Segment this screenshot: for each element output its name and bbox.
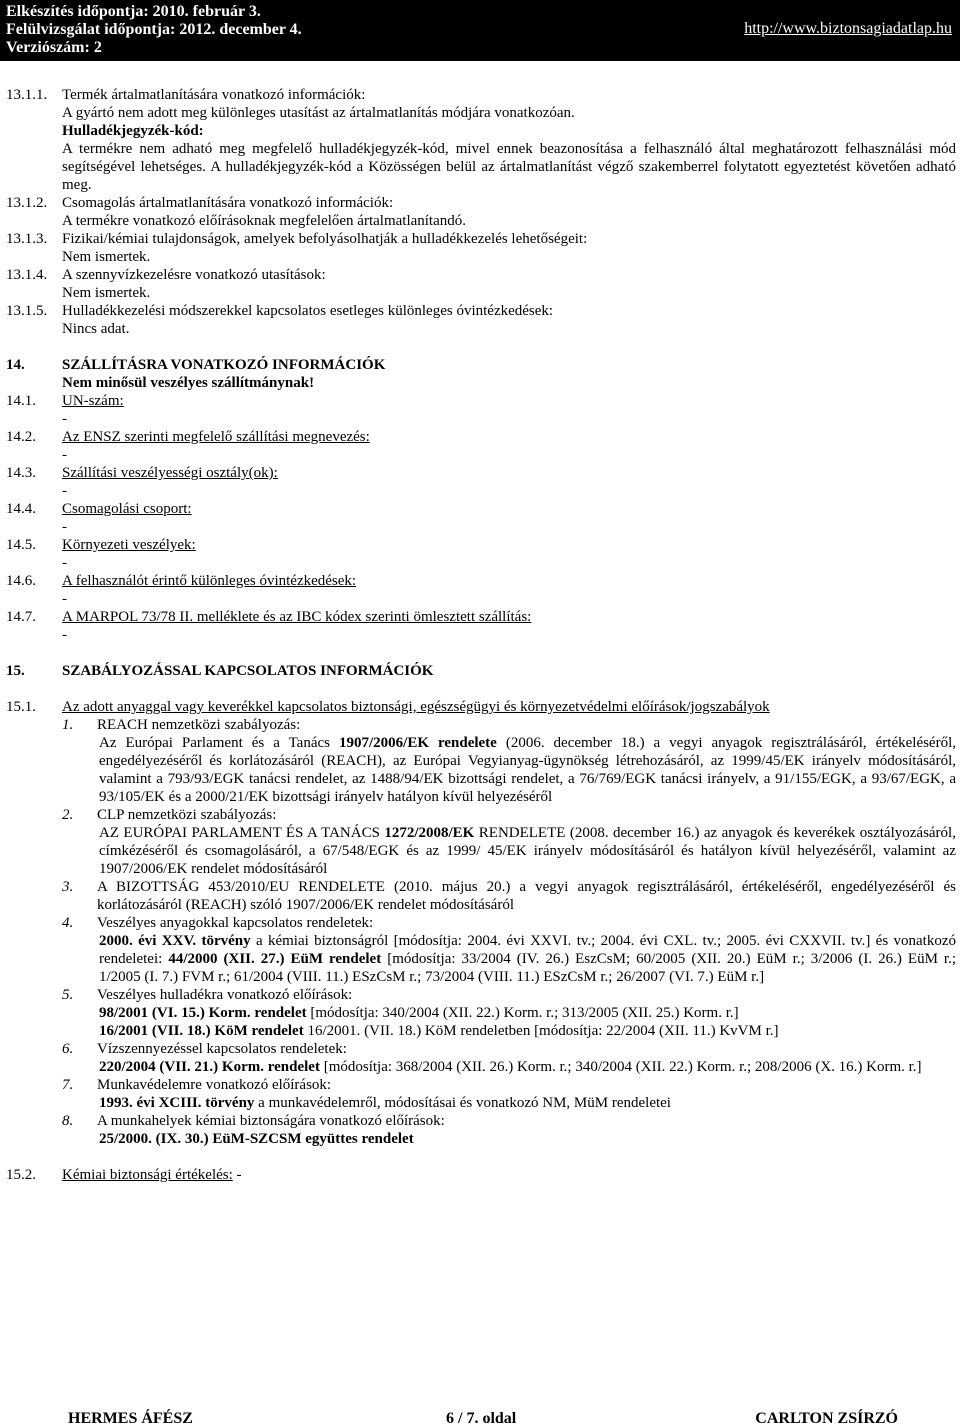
transport-item — [6, 572, 956, 608]
item-value: - — [62, 591, 67, 607]
transport-items — [6, 392, 956, 644]
item-value: - — [62, 447, 67, 463]
transport-item — [6, 392, 956, 428]
section-title: SZÁLLÍTÁSRA VONATKOZÓ INFORMÁCIÓK — [62, 357, 386, 373]
regulation-text: AZ EURÓPAI PARLAMENT ÉS A TANÁCS 1272/2008/EK RENDELETE (2008. december 16.) az anyagok és keverékek osztályozásáról, címkézéséről és csomagolásáról, a 67/548/EGK és az 1999/ 45/EK irányelv módosításáról és hatályon kívül helyezéséről, valamint az 1907/2006/EK rendelet módosításáról — [99, 825, 956, 877]
item-label: A MARPOL 73/78 II. melléklete és az IBC kódex szerinti ömlesztett szállítás: — [62, 609, 532, 625]
item-label: Az ENSZ szerinti megfelelő szállítási megnevezés: — [62, 429, 370, 445]
item-label: A felhasználót érintő különleges óvintézkedések: — [62, 573, 357, 589]
section-14-heading — [6, 356, 956, 392]
footer-product: CARLTON ZSÍRZÓ — [755, 1410, 898, 1427]
item-number: 14.5. — [6, 537, 36, 553]
regulation-item — [62, 806, 956, 824]
section-title: Hulladékkezelési módszerekkel kapcsolatos esetleges különleges óvintézkedések: — [62, 303, 554, 319]
item-number: 7. — [62, 1077, 74, 1093]
transport-item — [6, 428, 956, 464]
item-title: Veszélyes anyagokkal kapcsolatos rendeletek: — [97, 915, 374, 931]
section-13-1-1 — [6, 86, 956, 194]
item-label: UN-szám: — [62, 393, 124, 409]
section-title: Kémiai biztonsági értékelés: — [62, 1167, 233, 1183]
section-value: - — [232, 1167, 242, 1183]
regulation-text: Az Európai Parlament és a Tanács 1907/2006/EK rendelete (2006. december 18.) a vegyi anyagok regisztrálásáról, értékeléséről, engedélyezéséről és korlátozásáról (REACH), az Európai Vegyianyag-ügynökség létrehozásáról, az 1999/45/EK irányelv módosításáról, valamint a 793/93/EGK tanácsi rendelet, az 1488/94/EK bizottsági rendelet, a 76/769/EGK tanácsi irányelv, a 91/155/EGK, a 93/67/EGK, a 93/105/EK és a 2000/21/EK bizottsági irányelv hatályon kívül helyezéséről — [99, 735, 957, 805]
transport-item — [6, 536, 956, 572]
footer-page-number: 6 / 7. oldal — [446, 1410, 517, 1427]
regulation-item — [62, 1040, 956, 1058]
section-number: 13.1.1. — [6, 87, 48, 103]
regulation-item — [62, 1112, 956, 1130]
document-body — [6, 86, 956, 1184]
section-text: Nem ismertek. — [62, 249, 151, 265]
section-subtitle: Nem minősül veszélyes szállítmánynak! — [62, 375, 315, 391]
regulations-list — [62, 716, 956, 1148]
section-title: SZABÁLYOZÁSSAL KAPCSOLATOS INFORMÁCIÓK — [62, 663, 434, 679]
section-text: A termékre vonatkozó előírásoknak megfelelően ártalmatlanítandó. — [62, 213, 467, 229]
regulation-text: 1993. évi XCIII. törvény a munkavédelemről, módosításai és vonatkozó NM, MüM rendeletei — [99, 1095, 671, 1111]
regulation-item — [62, 1076, 956, 1094]
section-number: 13.1.4. — [6, 267, 48, 283]
regulation-text: 16/2001 (VII. 18.) KöM rendelet 16/2001. (VII. 18.) KöM rendeletben [módosítja: 22/2004 (XII. 11.) KvVM r.] — [99, 1023, 779, 1039]
item-title: A munkahelyek kémiai biztonságára vonatkozó előírások: — [97, 1113, 445, 1129]
item-number: 2. — [62, 807, 74, 823]
item-label: Szállítási veszélyességi osztály(ok): — [62, 465, 278, 481]
section-13-1-5 — [6, 302, 956, 338]
waste-code-title: Hulladékjegyzék-kód: — [62, 123, 204, 139]
item-title: A BIZOTTSÁG 453/2010/EU RENDELETE (2010. május 20.) a vegyi anyagok regisztrálásáról, értékeléséről, engedélyezéséről és korlátozásáról (REACH) szóló 1907/2006/EK rendelet módosításáról — [97, 879, 956, 913]
item-value: - — [62, 411, 67, 427]
transport-item — [6, 500, 956, 536]
footer-company: HERMES ÁFÉSZ — [68, 1410, 193, 1427]
document-header — [0, 0, 960, 61]
section-number: 15.1. — [6, 699, 36, 715]
item-number: 4. — [62, 915, 74, 931]
regulation-text: 220/2004 (VII. 21.) Korm. rendelet [módosítja: 368/2004 (XII. 26.) Korm. r.; 340/2004 (XII. 22.) Korm. r.; 208/2006 (X. 16.) Korm. r.] — [99, 1059, 922, 1075]
regulation-item — [62, 914, 956, 932]
item-number: 14.6. — [6, 573, 36, 589]
regulation-item — [62, 986, 956, 1004]
section-number: 15. — [6, 663, 25, 679]
item-number: 3. — [62, 879, 74, 895]
section-number: 15.2. — [6, 1167, 36, 1183]
item-title: REACH nemzetközi szabályozás: — [97, 717, 301, 733]
item-title: Vízszennyezéssel kapcsolatos rendeletek: — [97, 1041, 347, 1057]
section-text: Nem ismertek. — [62, 285, 151, 301]
item-number: 14.3. — [6, 465, 36, 481]
item-number: 14.4. — [6, 501, 36, 517]
regulation-text: 25/2000. (IX. 30.) EüM-SZCSM együttes rendelet — [99, 1131, 414, 1147]
item-number: 14.2. — [6, 429, 36, 445]
section-13-1-4 — [6, 266, 956, 302]
section-15-heading — [6, 662, 956, 680]
regulation-text: 2000. évi XXV. törvény a kémiai biztonságról [módosítja: 2004. évi XXVI. tv.; 2004. évi CXL. tv.; 2005. évi CXXVII. tv.] és vonatkozó rendeletei: 44/2000 (XII. 27.) EüM rendelet [módosítja: 33/2004 (IV. 26.) EszCsM; 60/2005 (XII. 20.) EüM r.; 3/2006 (I. 26.) EüM r.; 1/2005 (I. 7.) FVM r.; 61/2004 (VIII. 11.) ESzCsM r.; 73/2004 (VIII. 11.) ESzCsM r.; 26/2007 (VI. 7.) EüM r.] — [99, 933, 957, 985]
section-number: 14. — [6, 357, 25, 373]
section-15-1 — [6, 698, 956, 1148]
item-title: Veszélyes hulladékra vonatkozó előírások: — [97, 987, 353, 1003]
item-number: 14.7. — [6, 609, 36, 625]
section-title: Csomagolás ártalmatlanítására vonatkozó információk: — [62, 195, 394, 211]
item-value: - — [62, 519, 67, 535]
section-13-1-3 — [6, 230, 956, 266]
regulation-text: 98/2001 (VI. 15.) Korm. rendelet [módosítja: 340/2004 (XII. 22.) Korm. r.; 313/2005 (XII. 25.) Korm. r.] — [99, 1005, 739, 1021]
section-number: 13.1.5. — [6, 303, 48, 319]
item-value: - — [62, 483, 67, 499]
item-label: Csomagolási csoport: — [62, 501, 192, 517]
section-number: 13.1.2. — [6, 195, 48, 211]
item-number: 6. — [62, 1041, 74, 1057]
section-title: Az adott anyaggal vagy keverékkel kapcsolatos biztonsági, egészségügyi és környezetvédelmi előírások/jogszabályok — [62, 699, 770, 715]
section-title: A szennyvízkezelésre vonatkozó utasítások: — [62, 267, 326, 283]
item-number: 8. — [62, 1113, 74, 1129]
section-title: Termék ártalmatlanítására vonatkozó információk: — [62, 87, 366, 103]
section-text: Nincs adat. — [62, 321, 130, 337]
section-13-1-2 — [6, 194, 956, 230]
transport-item — [6, 608, 956, 644]
item-number: 1. — [62, 717, 74, 733]
regulation-item — [62, 878, 956, 914]
header-info — [6, 3, 302, 57]
website-link[interactable]: http://www.biztonsagiadatlap.hu — [744, 20, 952, 37]
transport-item — [6, 464, 956, 500]
version-number: Verziószám: 2 — [6, 39, 102, 56]
creation-date: Elkészítés időpontja: 2010. február 3. — [6, 3, 261, 20]
item-number: 5. — [62, 987, 74, 1003]
paragraph: A termékre nem adható meg megfelelő hulladékjegyzék-kód, mivel ennek beazonosítása a felhasználó által meghatározott felhasználási mód segítségével lehetséges. A hulladékjegyzék-kód a Közösségen belül az ártalmatlanítást végző szakemberrel folytatott egyeztetést követően adható meg. — [62, 141, 956, 193]
paragraph: A gyártó nem adott meg különleges utasítást az ártalmatlanítás módjára vonatkozóan. — [62, 105, 575, 121]
item-number: 14.1. — [6, 393, 36, 409]
item-label: Környezeti veszélyek: — [62, 537, 196, 553]
section-title: Fizikai/kémiai tulajdonságok, amelyek befolyásolhatják a hulladékkezelés lehetőségeit: — [62, 231, 588, 247]
item-value: - — [62, 627, 67, 643]
revision-date: Felülvizsgálat időpontja: 2012. december 4. — [6, 21, 302, 38]
section-number: 13.1.3. — [6, 231, 48, 247]
item-title: Munkavédelemre vonatkozó előírások: — [97, 1077, 332, 1093]
section-15-2 — [6, 1166, 956, 1184]
regulation-item — [62, 716, 956, 734]
item-value: - — [62, 555, 67, 571]
item-title: CLP nemzetközi szabályozás: — [97, 807, 277, 823]
